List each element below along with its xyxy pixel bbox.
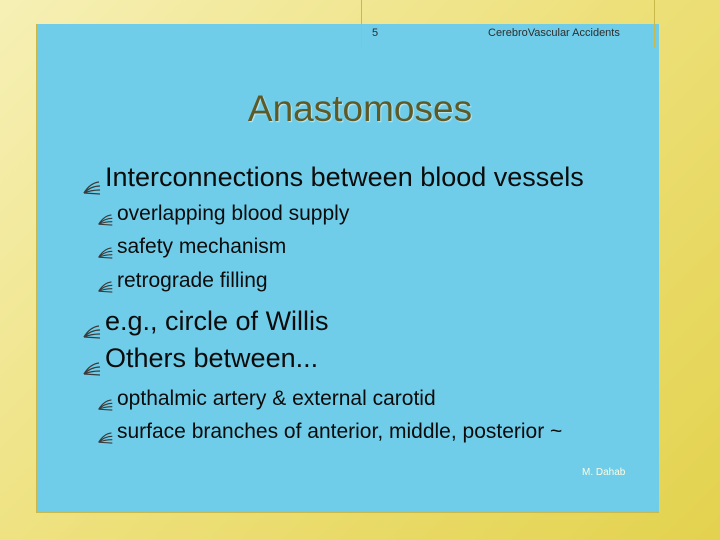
slide-number: 5 [372,27,379,39]
footer-author: M. Dahab [582,467,626,478]
fan-bullet-icon [97,208,114,220]
bullet-level2 [97,235,286,259]
bullet-text: opthalmic artery & external carotid [117,387,436,410]
bullet-text: retrograde filling [117,269,268,292]
fan-bullet-icon [82,315,102,329]
bullet-text: surface branches of anterior, middle, posterior ~ [117,420,563,443]
bullet-text: Others between... [105,343,319,373]
bullet-level2 [97,269,268,293]
fan-bullet-icon [97,426,114,438]
fan-bullet-icon [97,275,114,287]
header-divider-right [654,0,655,48]
header-divider-left [361,0,362,48]
fan-bullet-icon [82,352,102,366]
bullet-level1 [82,162,584,193]
bullet-level1 [82,306,329,337]
fan-bullet-icon [97,393,114,405]
bullet-text: Interconnections between blood vessels [105,162,584,192]
fan-bullet-icon [97,241,114,253]
bullet-text: overlapping blood supply [117,202,350,225]
bullet-level2 [97,420,562,444]
bullet-text: safety mechanism [117,235,287,258]
bullet-level1 [82,343,318,374]
fan-bullet-icon [82,171,102,185]
slide-title: Anastomoses [247,88,473,129]
bullet-text: e.g., circle of Willis [105,306,329,336]
bullet-level2 [97,202,349,226]
slide-header: CerebroVascular Accidents [488,27,620,39]
bullet-level2 [97,387,436,411]
